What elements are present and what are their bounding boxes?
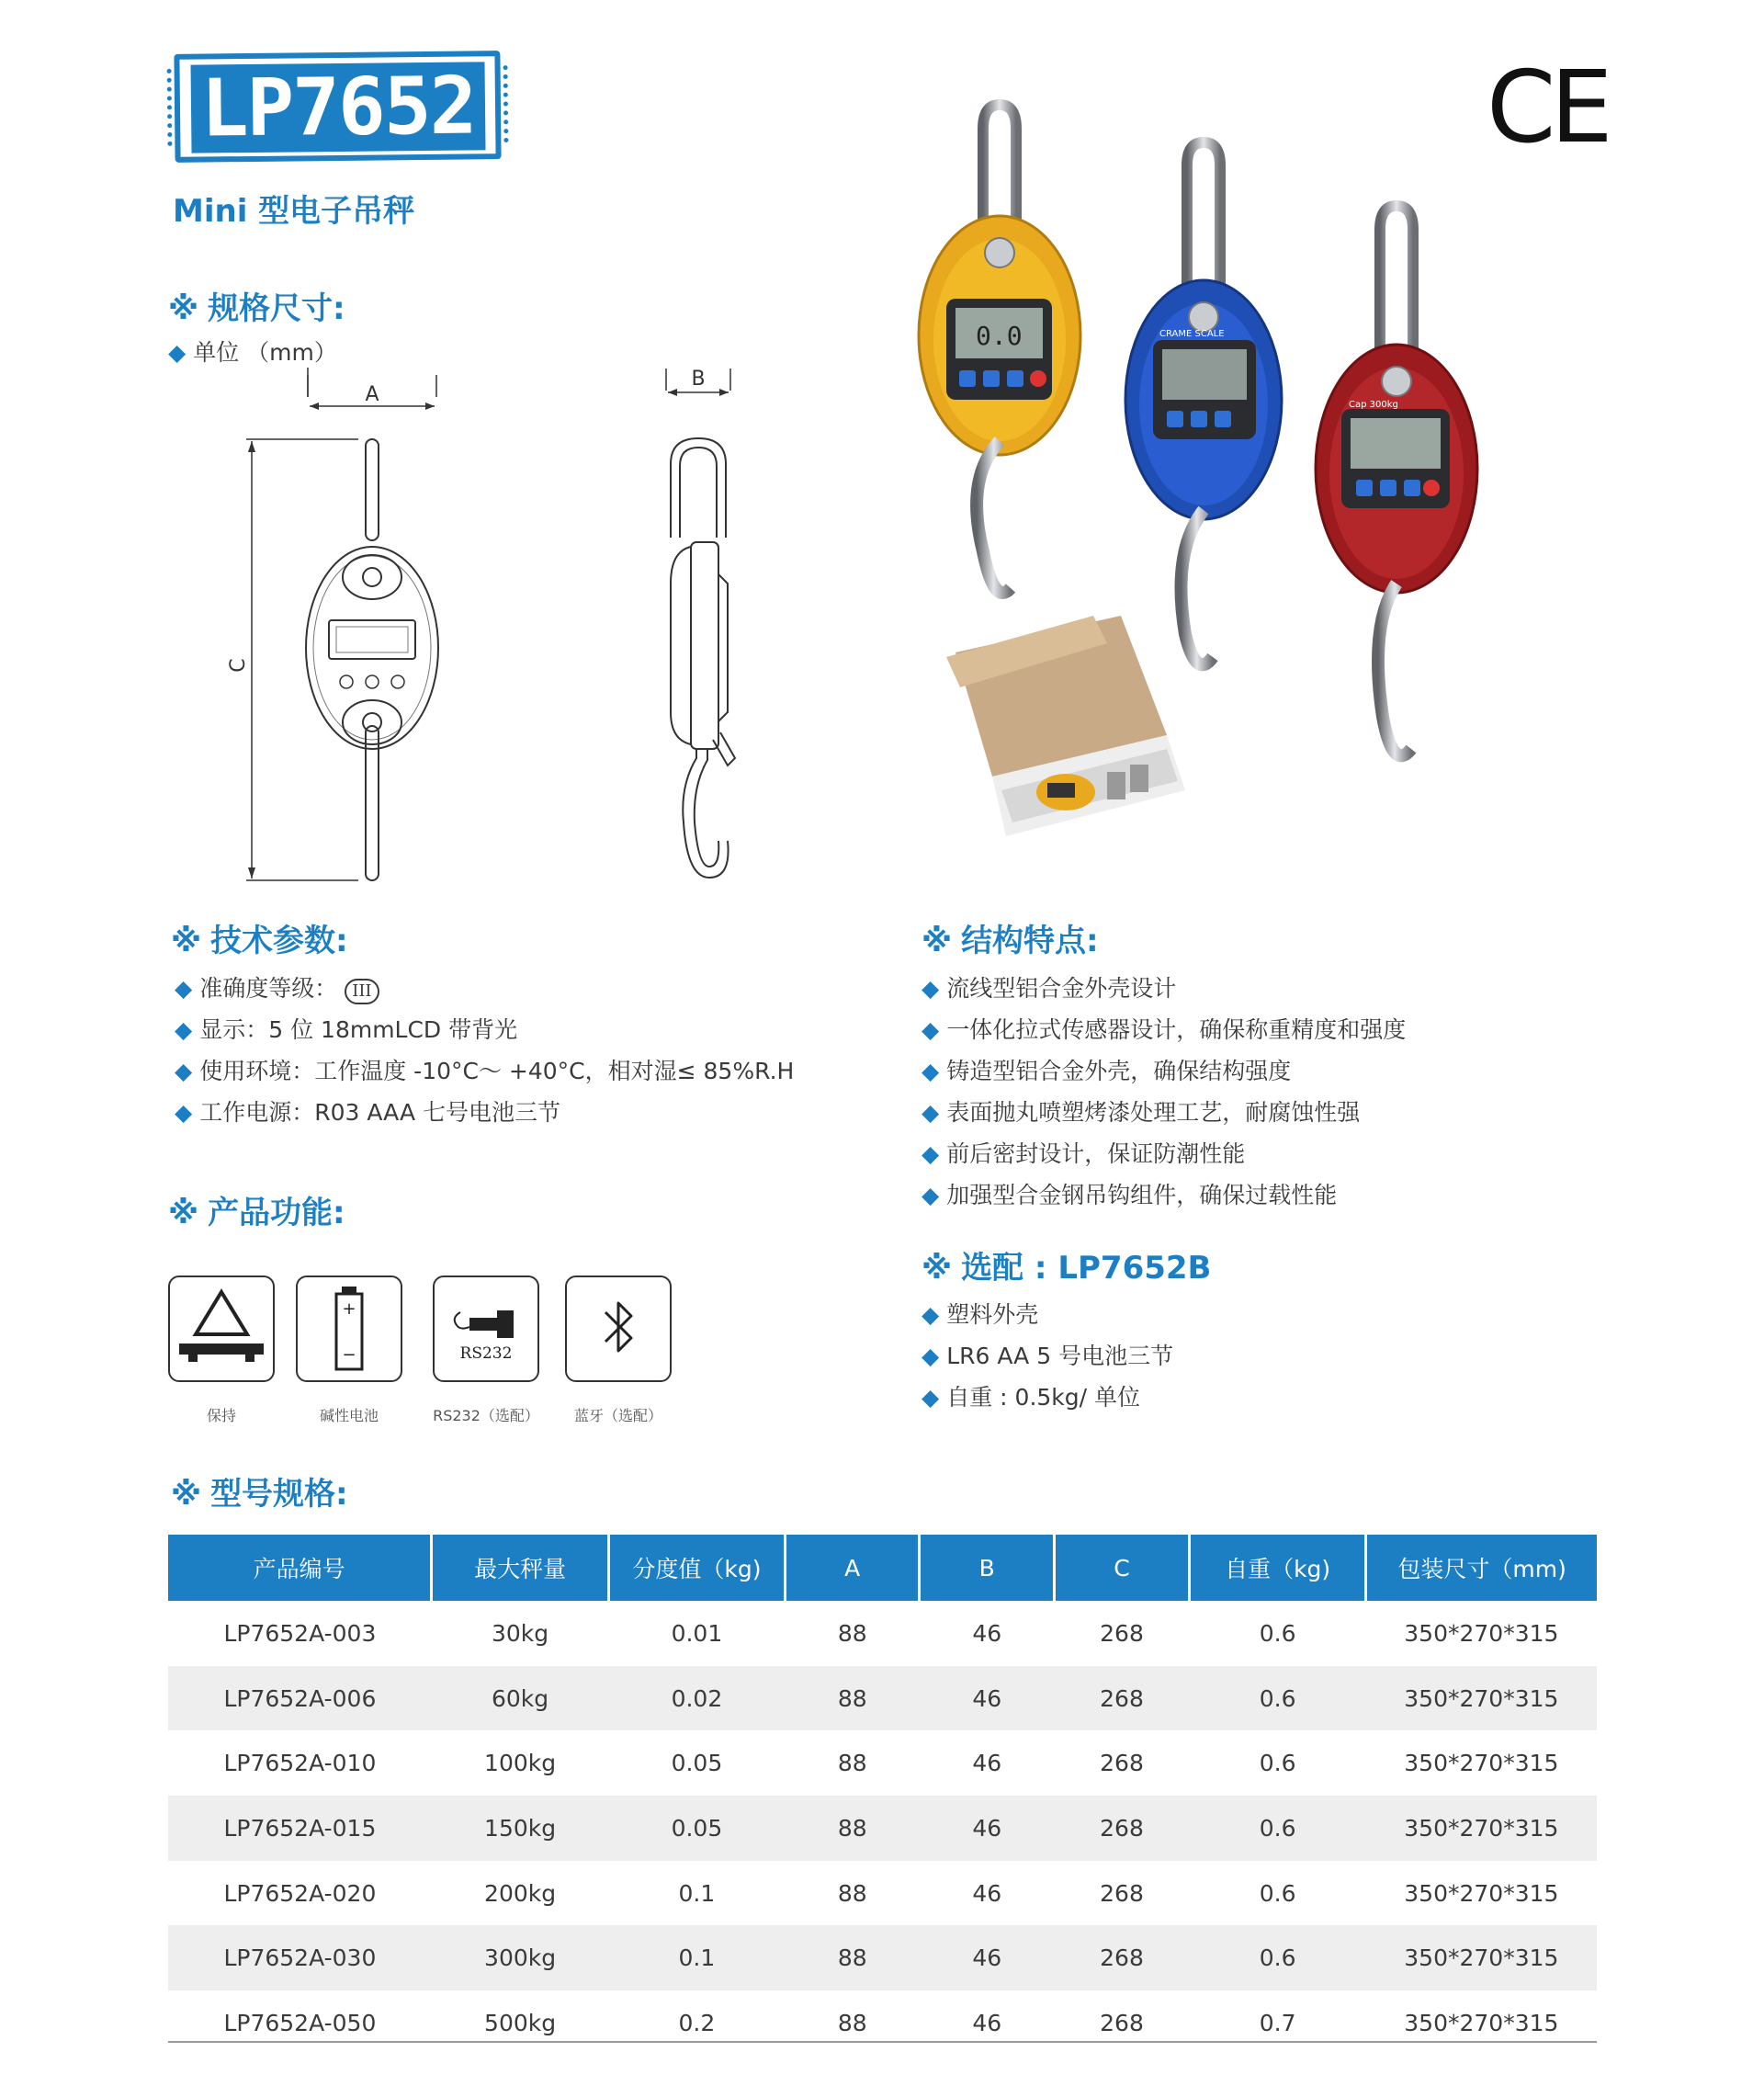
- table-cell: 0.1: [678, 1879, 716, 1907]
- table-row: [168, 1990, 1597, 2056]
- table-cell: 88: [785, 1796, 920, 1861]
- feature-label: 保持: [206, 1407, 236, 1424]
- tech-param-item: ◆ 使用环境：工作温度 -10°C～ +40°C，相对湿≤ 85%R.H: [175, 1058, 795, 1084]
- diamond-bullet-icon: ◆: [922, 1099, 940, 1126]
- structure-title: ※ 结构特点:: [922, 923, 1099, 959]
- svg-text:−: −: [342, 1345, 356, 1365]
- diamond-bullet-icon: ◆: [922, 1182, 940, 1208]
- red-scale-icon: [1316, 206, 1477, 755]
- table-cell: 100kg: [484, 1750, 557, 1777]
- diamond-bullet-icon: ◆: [922, 1058, 940, 1084]
- front-view-drawing: [220, 368, 478, 901]
- feature-label: 蓝牙（选配）: [573, 1407, 662, 1424]
- table-header: C: [1054, 1535, 1189, 1601]
- table-cell: 46: [972, 2009, 1002, 2036]
- dim-b-label: B: [691, 368, 706, 391]
- table-header: 分度值（kg): [608, 1535, 785, 1601]
- table-cell: LP7652A-003: [223, 1619, 377, 1647]
- table-header: 产品编号: [168, 1535, 432, 1601]
- table-header: 包装尺寸（mm): [1366, 1535, 1597, 1601]
- table-row: [168, 1666, 1597, 1731]
- yellow-scale-icon: [919, 105, 1080, 593]
- table-cell: LP7652A-030: [168, 1925, 432, 1990]
- reference-mark-icon: ※: [922, 923, 953, 959]
- dimensions-title: ※ 规格尺寸:: [168, 290, 345, 327]
- model-spec-table: [168, 1535, 1597, 2056]
- table-cell: 350*270*315: [1404, 1619, 1559, 1647]
- table-cell: 150kg: [432, 1796, 609, 1861]
- structure-item: ◆ 前后密封设计，保证防潮性能: [922, 1140, 1246, 1167]
- table-cell: 268: [1100, 1750, 1144, 1777]
- table-cell: 0.02: [608, 1666, 785, 1731]
- table-row: [168, 1925, 1597, 1990]
- table-cell: 268: [1054, 1796, 1189, 1861]
- diamond-bullet-icon: ◆: [168, 339, 187, 366]
- table-cell: 0.6: [1190, 1925, 1366, 1990]
- structure-item: ◆ 铸造型铝合金外壳，确保结构强度: [922, 1058, 1292, 1084]
- diamond-bullet-icon: ◆: [922, 1301, 940, 1328]
- table-cell: 46: [972, 1879, 1002, 1907]
- table-bottom-rule: [168, 2041, 1597, 2043]
- options-title: ※ 选配 : LP7652B: [922, 1250, 1212, 1287]
- table-cell: 88: [785, 1666, 920, 1731]
- rs232-connector-icon: [435, 1277, 537, 1380]
- structure-item: ◆ 表面抛丸喷塑烤漆处理工艺，耐腐蚀性强: [922, 1099, 1361, 1126]
- diamond-bullet-icon: ◆: [175, 1016, 193, 1043]
- table-cell: 0.6: [1259, 1750, 1296, 1777]
- product-subtitle: Mini 型电子吊秤: [173, 193, 415, 230]
- table-cell: 88: [785, 1925, 920, 1990]
- svg-text:+: +: [342, 1299, 356, 1319]
- tare-scale-icon: [170, 1277, 273, 1380]
- dim-a-label: A: [365, 383, 379, 406]
- table-cell: 0.7: [1259, 2009, 1296, 2036]
- tech-param-item: ◆ 工作电源：R03 AAA 七号电池三节: [175, 1099, 561, 1126]
- svg-text:0.0: 0.0: [976, 321, 1023, 351]
- structure-item: ◆ 流线型铝合金外壳设计: [922, 975, 1177, 1002]
- accuracy-class-badge: III: [345, 979, 379, 1004]
- svg-text:CRAME SCALE: CRAME SCALE: [1159, 329, 1225, 339]
- table-cell: 0.01: [671, 1619, 723, 1647]
- product-photo: [910, 92, 1534, 882]
- reference-mark-icon: ※: [171, 1476, 202, 1513]
- table-cell: LP7652A-015: [168, 1796, 432, 1861]
- table-cell: LP7652A-006: [168, 1666, 432, 1731]
- ce-mark-icon: CE: [1487, 51, 1608, 165]
- table-header: B: [920, 1535, 1055, 1601]
- table-row: [168, 1601, 1597, 1666]
- table-cell: 46: [972, 1750, 1002, 1777]
- feature-rs232: [433, 1275, 539, 1382]
- diamond-bullet-icon: ◆: [922, 1140, 940, 1167]
- table-cell: 60kg: [432, 1666, 609, 1731]
- bluetooth-icon: [567, 1277, 670, 1380]
- blue-scale-icon: [1125, 142, 1282, 664]
- table-cell: 46: [972, 1619, 1002, 1647]
- table-cell: LP7652A-010: [223, 1750, 377, 1777]
- diamond-bullet-icon: ◆: [922, 1343, 940, 1369]
- model-title: LP7652: [191, 62, 486, 153]
- svg-text:RS232: RS232: [459, 1344, 513, 1363]
- table-cell: 30kg: [492, 1619, 549, 1647]
- diamond-bullet-icon: ◆: [922, 975, 940, 1002]
- table-cell: 46: [920, 1796, 1055, 1861]
- table-header-row: [168, 1535, 1597, 1601]
- table-header: 自重（kg): [1190, 1535, 1366, 1601]
- option-item: ◆ 塑料外壳: [922, 1301, 1039, 1328]
- table-cell: 46: [920, 1925, 1055, 1990]
- table-cell: 268: [1100, 1619, 1144, 1647]
- table-cell: 0.2: [678, 2009, 716, 2036]
- tech-params-title: ※ 技术参数:: [171, 923, 348, 959]
- table-cell: 0.05: [671, 1750, 723, 1777]
- table-cell: 268: [1054, 1925, 1189, 1990]
- table-cell: 0.6: [1259, 1879, 1296, 1907]
- tech-param-accuracy: ◆ 准确度等级： III: [175, 970, 379, 1004]
- svg-text:Cap 300kg: Cap 300kg: [1349, 400, 1398, 410]
- table-row: [168, 1861, 1597, 1926]
- table-cell: 0.6: [1190, 1796, 1366, 1861]
- table-row: [168, 1730, 1597, 1796]
- table-cell: LP7652A-020: [223, 1879, 377, 1907]
- structure-item: ◆ 一体化拉式传感器设计，确保称重精度和强度: [922, 1016, 1407, 1043]
- feature-label: 碱性电池: [319, 1407, 379, 1424]
- table-cell: 268: [1100, 2009, 1144, 2036]
- features-title: ※ 产品功能:: [168, 1195, 345, 1231]
- reference-mark-icon: ※: [168, 290, 199, 327]
- option-item: ◆ LR6 AA 5 号电池三节: [922, 1343, 1174, 1369]
- table-cell: 0.1: [608, 1925, 785, 1990]
- structure-item: ◆ 加强型合金钢吊钩组件，确保过载性能: [922, 1182, 1338, 1208]
- reference-mark-icon: ※: [171, 923, 202, 959]
- table-cell: 200kg: [484, 1879, 557, 1907]
- unit-line: ◆ 单位 （mm）: [168, 339, 337, 366]
- table-cell: 350*270*315: [1366, 1925, 1597, 1990]
- table-cell: LP7652A-050: [223, 2009, 377, 2036]
- diamond-bullet-icon: ◆: [922, 1384, 940, 1411]
- table-header: 最大秤量: [432, 1535, 609, 1601]
- packaging-box-icon: [946, 616, 1185, 836]
- table-cell: 88: [837, 1619, 867, 1647]
- feature-bluetooth: [565, 1275, 672, 1382]
- reference-mark-icon: ※: [922, 1250, 953, 1287]
- table-cell: 268: [1054, 1666, 1189, 1731]
- table-cell: 500kg: [484, 2009, 557, 2036]
- table-cell: 46: [920, 1666, 1055, 1731]
- dim-c-label: C: [227, 658, 250, 673]
- feature-battery: [296, 1275, 402, 1382]
- table-cell: 350*270*315: [1366, 1796, 1597, 1861]
- diamond-bullet-icon: ◆: [175, 975, 193, 1002]
- table-cell: 350*270*315: [1404, 1750, 1559, 1777]
- tech-param-item: ◆ 显示：5 位 18mmLCD 带背光: [175, 1016, 518, 1043]
- table-cell: 88: [837, 1879, 867, 1907]
- table-cell: 350*270*315: [1404, 2009, 1559, 2036]
- table-cell: 88: [837, 2009, 867, 2036]
- side-view-drawing: [643, 363, 781, 896]
- reference-mark-icon: ※: [168, 1195, 199, 1231]
- table-header: A: [785, 1535, 920, 1601]
- table-cell: 0.05: [608, 1796, 785, 1861]
- table-cell: 268: [1100, 1879, 1144, 1907]
- table-cell: 300kg: [432, 1925, 609, 1990]
- table-cell: 0.6: [1259, 1619, 1296, 1647]
- table-cell: 88: [837, 1750, 867, 1777]
- diamond-bullet-icon: ◆: [175, 1099, 193, 1126]
- diamond-bullet-icon: ◆: [175, 1058, 193, 1084]
- diamond-bullet-icon: ◆: [922, 1016, 940, 1043]
- model-logo-stamp: [174, 51, 501, 163]
- feature-label: RS232（选配）: [433, 1407, 539, 1424]
- option-item: ◆ 自重 : 0.5kg/ 单位: [922, 1384, 1141, 1411]
- table-row: [168, 1796, 1597, 1861]
- models-title: ※ 型号规格:: [171, 1476, 348, 1513]
- feature-tare: [168, 1275, 275, 1382]
- table-cell: 350*270*315: [1404, 1879, 1559, 1907]
- table-cell: 0.6: [1190, 1666, 1366, 1731]
- battery-icon: [298, 1277, 401, 1380]
- table-cell: 350*270*315: [1366, 1666, 1597, 1731]
